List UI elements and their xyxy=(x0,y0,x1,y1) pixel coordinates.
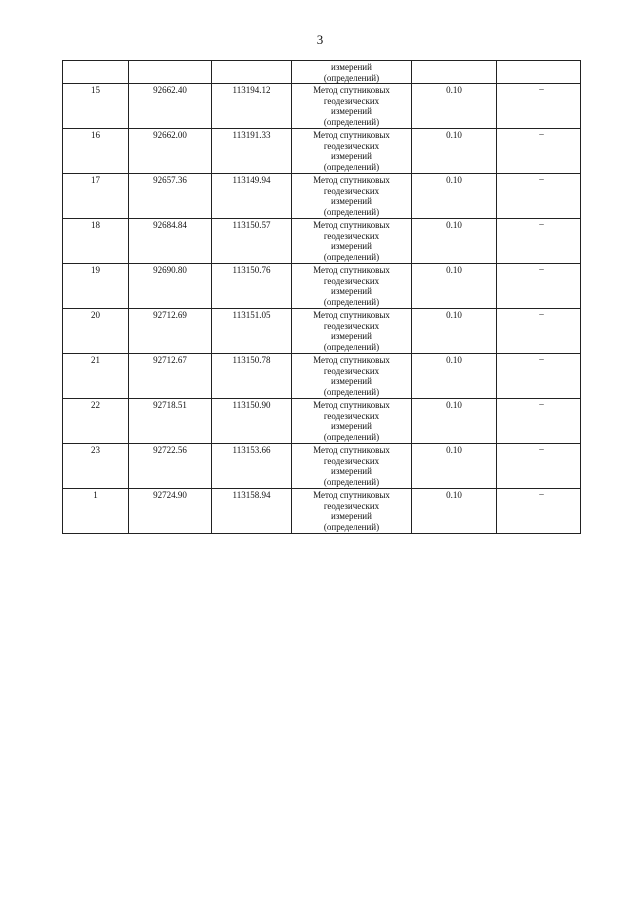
point-number-cell: 17 xyxy=(63,174,129,219)
y-coordinate-cell: 113153.66 xyxy=(212,444,292,489)
note-cell: – xyxy=(497,219,581,264)
x-coordinate-cell: 92657.36 xyxy=(129,174,212,219)
note-cell: – xyxy=(497,264,581,309)
note-cell: – xyxy=(497,174,581,219)
point-number-cell: 20 xyxy=(63,309,129,354)
method-cell: измерений (определений) xyxy=(292,61,412,84)
table-row-continuation xyxy=(63,61,581,84)
table-row xyxy=(63,219,581,264)
note-cell: – xyxy=(497,489,581,534)
accuracy-cell: 0.10 xyxy=(412,174,497,219)
method-cell: Метод спутниковых геодезических измерений (определений) xyxy=(292,354,412,399)
y-coordinate-cell: 113150.90 xyxy=(212,399,292,444)
method-cell: Метод спутниковых геодезических измерений (определений) xyxy=(292,84,412,129)
accuracy-cell: 0.10 xyxy=(412,264,497,309)
y-coordinate-cell: 113150.57 xyxy=(212,219,292,264)
point-number-cell: 15 xyxy=(63,84,129,129)
table-row xyxy=(63,129,581,174)
y-coordinate-cell: 113150.78 xyxy=(212,354,292,399)
x-coordinate-cell: 92712.67 xyxy=(129,354,212,399)
method-cell: Метод спутниковых геодезических измерений (определений) xyxy=(292,129,412,174)
note-cell: – xyxy=(497,444,581,489)
x-coordinate-cell: 92712.69 xyxy=(129,309,212,354)
y-coordinate-cell: 113191.33 xyxy=(212,129,292,174)
point-number-cell: 16 xyxy=(63,129,129,174)
note-cell: – xyxy=(497,84,581,129)
y-coordinate-cell xyxy=(212,61,292,84)
table-row xyxy=(63,354,581,399)
x-coordinate-cell: 92722.56 xyxy=(129,444,212,489)
table-row xyxy=(63,444,581,489)
table-row xyxy=(63,264,581,309)
table-row xyxy=(63,174,581,219)
method-cell: Метод спутниковых геодезических измерений (определений) xyxy=(292,399,412,444)
accuracy-cell: 0.10 xyxy=(412,84,497,129)
point-number-cell: 21 xyxy=(63,354,129,399)
method-cell: Метод спутниковых геодезических измерений (определений) xyxy=(292,489,412,534)
point-number-cell: 23 xyxy=(63,444,129,489)
point-number-cell: 22 xyxy=(63,399,129,444)
table-row xyxy=(63,399,581,444)
method-cell: Метод спутниковых геодезических измерений (определений) xyxy=(292,309,412,354)
point-number-cell: 1 xyxy=(63,489,129,534)
accuracy-cell: 0.10 xyxy=(412,219,497,264)
point-number-cell xyxy=(63,61,129,84)
note-cell: – xyxy=(497,129,581,174)
note-cell: – xyxy=(497,309,581,354)
method-cell: Метод спутниковых геодезических измерений (определений) xyxy=(292,174,412,219)
x-coordinate-cell: 92724.90 xyxy=(129,489,212,534)
x-coordinate-cell: 92662.40 xyxy=(129,84,212,129)
note-cell xyxy=(497,61,581,84)
x-coordinate-cell: 92662.00 xyxy=(129,129,212,174)
x-coordinate-cell: 92684.84 xyxy=(129,219,212,264)
method-cell: Метод спутниковых геодезических измерений (определений) xyxy=(292,219,412,264)
point-number-cell: 19 xyxy=(63,264,129,309)
method-cell: Метод спутниковых геодезических измерений (определений) xyxy=(292,264,412,309)
x-coordinate-cell: 92690.80 xyxy=(129,264,212,309)
y-coordinate-cell: 113151.05 xyxy=(212,309,292,354)
accuracy-cell: 0.10 xyxy=(412,309,497,354)
table-row xyxy=(63,84,581,129)
accuracy-cell: 0.10 xyxy=(412,354,497,399)
y-coordinate-cell: 113194.12 xyxy=(212,84,292,129)
y-coordinate-cell: 113149.94 xyxy=(212,174,292,219)
point-number-cell: 18 xyxy=(63,219,129,264)
table-row xyxy=(63,489,581,534)
x-coordinate-cell xyxy=(129,61,212,84)
coordinates-table xyxy=(62,60,581,534)
accuracy-cell: 0.10 xyxy=(412,444,497,489)
note-cell: – xyxy=(497,399,581,444)
accuracy-cell: 0.10 xyxy=(412,489,497,534)
accuracy-cell xyxy=(412,61,497,84)
accuracy-cell: 0.10 xyxy=(412,399,497,444)
accuracy-cell: 0.10 xyxy=(412,129,497,174)
page-number: 3 xyxy=(316,32,324,47)
y-coordinate-cell: 113150.76 xyxy=(212,264,292,309)
method-cell: Метод спутниковых геодезических измерений (определений) xyxy=(292,444,412,489)
note-cell: – xyxy=(497,354,581,399)
table-row xyxy=(63,309,581,354)
x-coordinate-cell: 92718.51 xyxy=(129,399,212,444)
y-coordinate-cell: 113158.94 xyxy=(212,489,292,534)
